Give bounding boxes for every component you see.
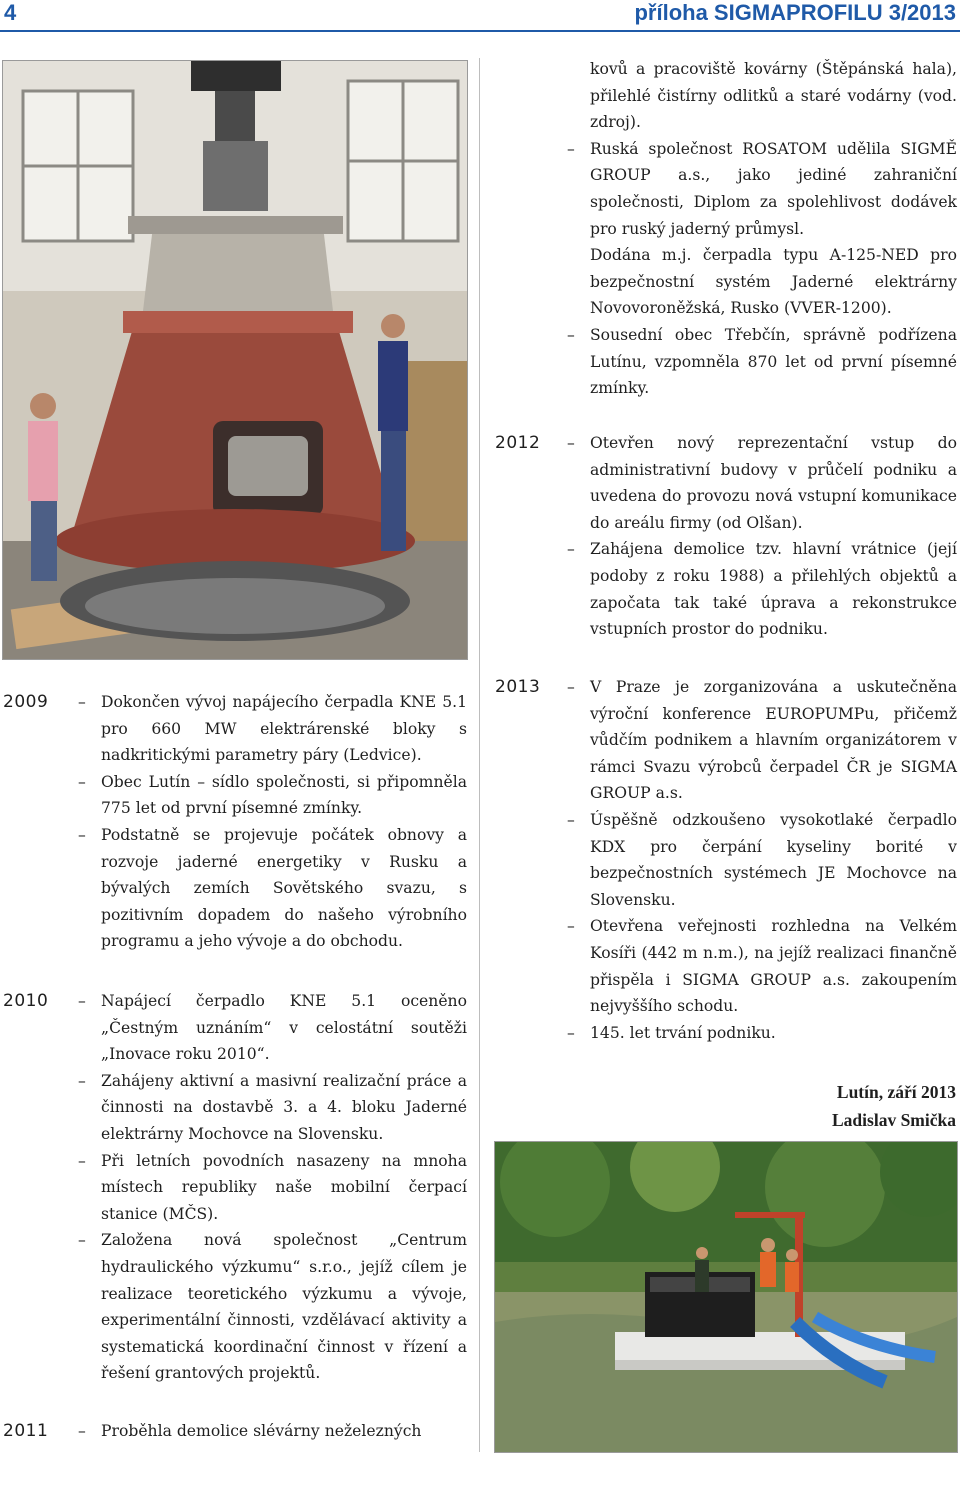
page-number: 4 [4, 0, 17, 25]
list-item: – Zahájena demolice tzv. hlavní vrátnice (její podoby z roku 1988) a přilehlých objektů a započata tak také úprava a rekonstrukce vstupních prostor do podniku. [567, 540, 957, 639]
entry-2011-continuation [567, 56, 957, 402]
list-item: – Proběhla demolice slévárny neželezných [78, 1422, 422, 1440]
pump-assembly-photo [2, 60, 468, 660]
list-item-text: kovů a pracoviště kovárny (Štěpánská hala), přilehlé čistírny odlitků a staré vodárny (vod. zdroj). [590, 60, 957, 132]
header-rule [0, 30, 960, 32]
list-item: – Založena nová společnost „Centrum hydraulického výzkumu“ s.r.o., jejíž cílem je realizace teoretického výzkumu a vývoje, experimentální činnosti, vzdělávací aktivity a systematická koordinační činnost v řízení a řešení grantových projektů. [78, 1231, 467, 1383]
floating-pump-station-photo [494, 1141, 958, 1453]
list-item-text: V Praze je zorganizována a uskutečněna výroční konference EUROPUMPu, přičemž vůdčím podnikem a hlavním organizátorem v rámci Svazu výrobců čerpadel ČR je SIGMA GROUP a.s. [590, 678, 957, 803]
list-item: – Úspěšně odzkoušeno vysokotlaké čerpadlo KDX pro čerpání kyseliny borité v bezpečnostních systémech JE Mochovce na Slovensku. [567, 810, 957, 909]
year-label: 2011 [3, 1421, 49, 1441]
list-item-text: Sousední obec Třebčín, správně podřízena Lutínu, vzpomněla 870 let od první písemné zmínky. [590, 325, 957, 398]
list-item: – Při letních povodních nasazeny na mnoha místech republiky naše mobilní čerpací stanice (MČS). [78, 1151, 467, 1223]
year-label: 2013 [495, 677, 541, 697]
year-label: 2012 [495, 433, 541, 453]
list-item: – Ruská společnost ROSATOM udělila SIGMĚ GROUP a.s., jako jediné zahraniční společnosti, Diplom za spolehlivost dodávek pro ruský jaderný průmysl. [567, 139, 957, 238]
list-item-text: Ruská společnost ROSATOM udělila SIGMĚ GROUP a.s., jako jediné zahraniční společnosti, Diplom za spolehlivost dodávek pro ruský jaderný průmysl. [590, 139, 957, 238]
list-item [567, 56, 957, 136]
signature-author: Ladislav Smička [832, 1110, 956, 1130]
list-item-text: Založena nová společnost „Centrum hydraulického výzkumu“ s.r.o., jejíž cílem je realizace teoretického výzkumu a vývoje, experimentální činnosti, vzdělávací aktivity a systematická koordinační činnost v řízení a řešení grantových projektů. [101, 1231, 467, 1383]
year-label: 2010 [3, 991, 49, 1011]
list-item-text: Podstatně se projevuje počátek obnovy a rozvoje jaderné energetiky v Rusku a bývalých zemích Sovětského svazu, s pozitivním dopadem do našeho výrobního programu a jeho vývoje a do obchodu. [101, 825, 467, 951]
list-item-text: Dokončen vývoj napájecího čerpadla KNE 5.1 pro 660 MW elektrárenské bloky s nadkritickými parametry páry (Ledvice). [101, 693, 467, 765]
list-item: – Podstatně se projevuje počátek obnovy a rozvoje jaderné energetiky v Rusku a bývalých zemích Sovětského svazu, s pozitivním dopadem do našeho výrobního programu a jeho vývoje a do obchodu. [78, 825, 467, 951]
list-item-text: Otevřena veřejnosti rozhledna na Velkém Kosíři (442 m n.m.), na jejíž realizaci finančně přispěla i SIGMA GROUP a.s. zakoupením nejvyššího schodu. [590, 917, 957, 1016]
list-item: – Zahájeny aktivní a masivní realizační práce a činnosti na dostavbě 3. a 4. bloku Jaderné elektrárny Mochovce na Slovensku. [78, 1071, 467, 1143]
list-item-text: 145. let trvání podniku. [590, 1023, 776, 1042]
list-item-text: Při letních povodních nasazeny na mnoha místech republiky naše mobilní čerpací stanice (MČS). [101, 1151, 467, 1223]
list-item-text: Otevřen nový reprezentační vstup do administrativní budovy v průčelí podniku a uvedena do provozu nová vstupní komunikace do areálu firmy (od Olšan). [590, 434, 957, 532]
list-item-text: Proběhla demolice slévárny neželezných [101, 1422, 422, 1440]
signature-place-date: Lutín, září 2013 [836, 1082, 956, 1102]
list-item-text: Dodána m.j. čerpadla typu A-125-NED pro bezpečnostní systém Jaderné elektrárny Novovoroněžská, Rusko (VVER-1200). [590, 246, 957, 318]
year-label: 2009 [3, 692, 49, 712]
list-item: – Dokončen vývoj napájecího čerpadla KNE 5.1 pro 660 MW elektrárenské bloky s nadkritickými parametry páry (Ledvice). [78, 693, 467, 765]
list-item: – Sousední obec Třebčín, správně podřízena Lutínu, vzpomněla 870 let od první písemné zmínky. [567, 325, 957, 398]
pump-assembly-photo-icon [3, 61, 467, 659]
list-item: – 145. let trvání podniku. [567, 1023, 776, 1042]
signature [716, 1078, 956, 1134]
list-item-text: Úspěšně odzkoušeno vysokotlaké čerpadlo KDX pro čerpání kyseliny borité v bezpečnostních systémech JE Mochovce na Slovensku. [590, 810, 957, 909]
floating-pump-station-photo-icon [495, 1142, 957, 1452]
list-item-text: Zahájena demolice tzv. hlavní vrátnice (její podoby z roku 1988) a přilehlých objektů a započata tak také úprava a rekonstrukce vstupních prostor do podniku. [590, 540, 957, 639]
list-item-text: Napájecí čerpadlo KNE 5.1 oceněno „Čestným uznáním“ v celostátní soutěži „Inovace roku 2010“. [101, 992, 467, 1064]
list-item [567, 242, 957, 322]
list-item: – Napájecí čerpadlo KNE 5.1 oceněno „Čestným uznáním“ v celostátní soutěži „Inovace roku 2010“. [78, 992, 467, 1064]
list-item: – Otevřen nový reprezentační vstup do administrativní budovy v průčelí podniku a uvedena do provozu nová vstupní komunikace do areálu firmy (od Olšan). [567, 434, 957, 532]
list-item-text: Obec Lutín – sídlo společnosti, si připomněla 775 let od první písemné zmínky. [101, 772, 467, 818]
publication-title: příloha SIGMAPROFILU 3/2013 [634, 0, 956, 25]
column-divider [479, 58, 480, 1452]
list-item: – Otevřena veřejnosti rozhledna na Velkém Kosíři (442 m n.m.), na jejíž realizaci finančně přispěla i SIGMA GROUP a.s. zakoupením nejvyššího schodu. [567, 917, 957, 1016]
list-item-text: Zahájeny aktivní a masivní realizační práce a činnosti na dostavbě 3. a 4. bloku Jaderné elektrárny Mochovce na Slovensku. [101, 1071, 467, 1143]
list-item: – Obec Lutín – sídlo společnosti, si připomněla 775 let od první písemné zmínky. [78, 772, 467, 818]
list-item: – V Praze je zorganizována a uskutečněna výroční konference EUROPUMPu, přičemž vůdčím podnikem a hlavním organizátorem v rámci Svazu výrobců čerpadel ČR je SIGMA GROUP a.s. [567, 678, 957, 803]
